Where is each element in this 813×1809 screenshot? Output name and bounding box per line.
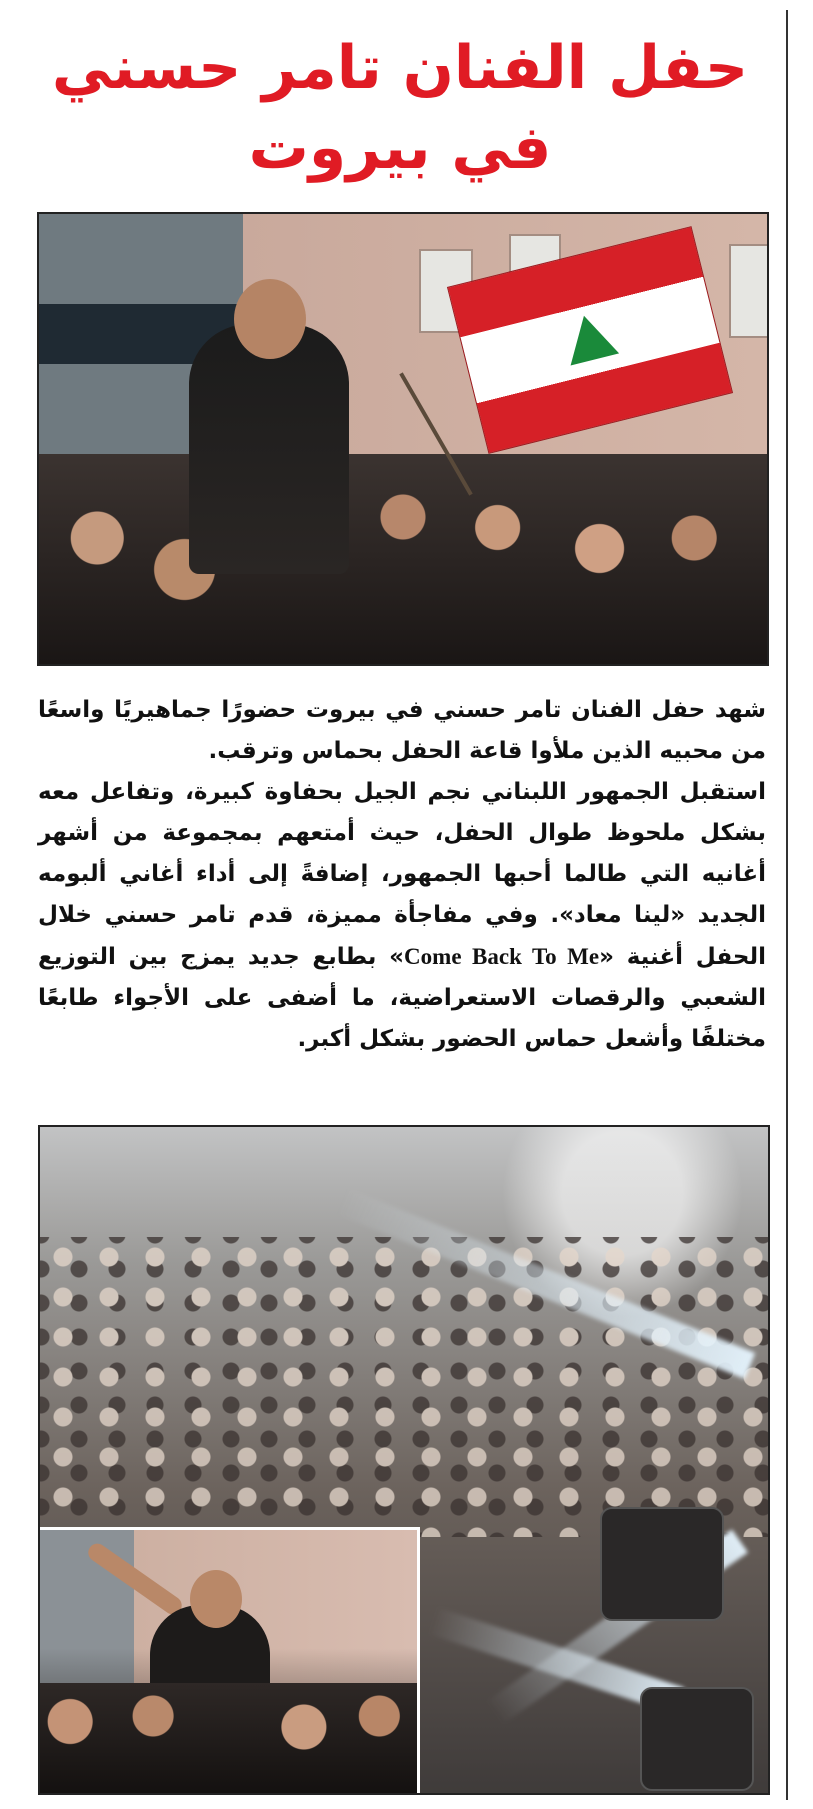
- building-window: [729, 244, 769, 338]
- headline-line-1: حفل الفنان تامر حسني: [51, 33, 749, 103]
- crowd: [40, 1683, 417, 1793]
- performer-head: [234, 279, 306, 359]
- article-paragraph-2-part-1: استقبل الجمهور اللبناني نجم الجيل بحفاوة كبيرة، وتفاعل معه بشكل ملحوظ طوال الحفل، حيث أمتعهم بمجموعة من أشهر أغانيه التي طالما أحبها الجمهور، إضافةً إلى أداء أغاني ألبومه الجديد «لينا معاد». وفي مفاجأة مميزة، قدم تامر حسني خلال الحفل أغنية «: [38, 779, 766, 970]
- concert-arrival-photo: [37, 212, 769, 666]
- stage-light-fixture: [640, 1687, 754, 1791]
- concert-stage-photo: [38, 1125, 770, 1795]
- inset-arrival-photo: [40, 1527, 420, 1793]
- column-rule: [786, 10, 788, 1800]
- article-paragraph-2: [38, 772, 766, 1060]
- article-paragraph-2-part-2: » بطابع جديد يمزج بين التوزيع الشعبي والرقصات الاستعراضية، ما أضفى على الأجواء طابعًا مختلفًا وأشعل حماس الحضور بشكل أكبر.: [38, 944, 766, 1052]
- headline-line-2: في بيروت: [248, 113, 552, 183]
- concert-audience: [40, 1237, 768, 1537]
- lebanese-flag-icon: [447, 226, 733, 454]
- song-title: Come Back To Me: [404, 944, 600, 969]
- crowd: [39, 454, 767, 664]
- performer-head: [190, 1570, 242, 1628]
- article-paragraph-1: شهد حفل الفنان تامر حسني في بيروت حضورًا جماهيريًا واسعًا من محبيه الذين ملأوا قاعة الحفل بحماس وترقب.: [38, 697, 766, 764]
- performer-figure: [189, 324, 349, 574]
- article-body: [38, 690, 766, 1060]
- raised-arm: [85, 1540, 185, 1618]
- cedar-icon: [560, 310, 619, 366]
- stage-light-fixture: [600, 1507, 724, 1621]
